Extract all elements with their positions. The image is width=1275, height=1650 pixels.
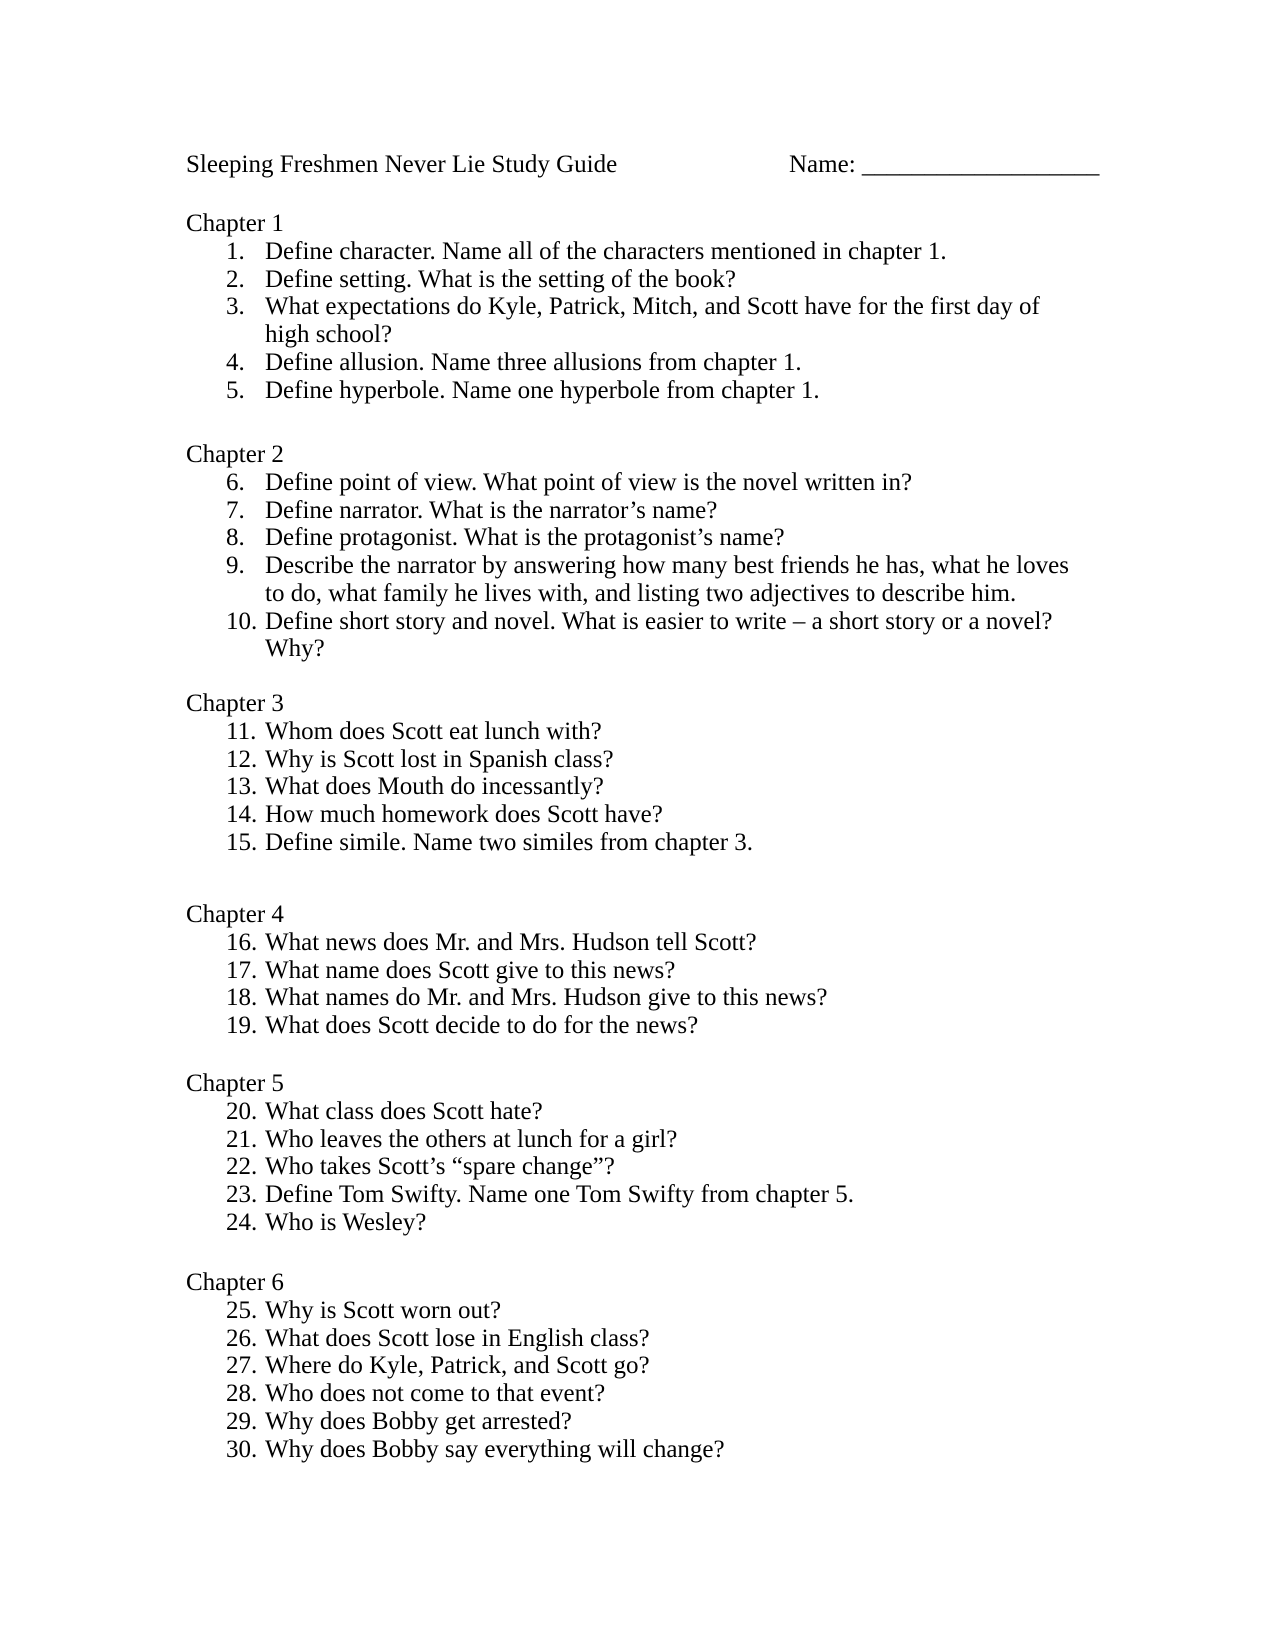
question-text: Define hyperbole. Name one hyperbole from chapter 1.: [265, 376, 820, 404]
question-number: 25.: [226, 1296, 258, 1324]
question-continuation-row: [186, 580, 1186, 608]
question-row: [186, 377, 1186, 405]
question-text: Describe the narrator by answering how many best friends he has, what he loves: [265, 552, 1069, 579]
question-text: What class does Scott hate?: [265, 1097, 543, 1125]
question-number: 19.: [226, 1012, 258, 1039]
question-number: 30.: [226, 1435, 258, 1463]
question-number: 14.: [226, 801, 258, 828]
question-text: Define Tom Swifty. Name one Tom Swifty from chapter 5.: [265, 1181, 854, 1208]
question-row: [186, 293, 1186, 321]
question-row: [186, 773, 1186, 801]
question-text: What does Scott lose in English class?: [265, 1324, 650, 1352]
question-number: 23.: [226, 1181, 258, 1208]
chapter-heading: Chapter 5: [186, 1070, 284, 1097]
question-number: 17.: [226, 956, 258, 984]
question-text: What names do Mr. and Mrs. Hudson give to this news?: [265, 984, 828, 1012]
question-number: 1.: [226, 237, 245, 265]
question-text: Why is Scott lost in Spanish class?: [265, 745, 614, 773]
question-row: [186, 349, 1186, 377]
question-number: 27.: [226, 1352, 258, 1380]
question-text: What news does Mr. and Mrs. Hudson tell Scott?: [265, 928, 757, 956]
question-continuation-row: [186, 321, 1186, 349]
question-text: Why does Bobby say everything will change?: [265, 1435, 725, 1463]
question-text: What does Mouth do incessantly?: [265, 773, 604, 801]
question-text: Who takes Scott’s “spare change”?: [265, 1153, 615, 1181]
question-row: [186, 552, 1186, 580]
question-row: [186, 746, 1186, 774]
question-row: [186, 1153, 1186, 1181]
question-text: Define narrator. What is the narrator’s name?: [265, 496, 718, 524]
question-text: What does Scott decide to do for the news?: [265, 1012, 699, 1039]
question-number: 7.: [226, 496, 245, 524]
question-text: What expectations do Kyle, Patrick, Mitch, and Scott have for the first day of: [265, 293, 1040, 321]
chapter-heading: Chapter 2: [186, 441, 284, 468]
question-text: Define protagonist. What is the protagonist’s name?: [265, 524, 785, 552]
question-number: 12.: [226, 745, 258, 773]
question-list: [186, 718, 1186, 857]
question-row: [186, 469, 1186, 497]
question-text: Define allusion. Name three allusions from chapter 1.: [265, 348, 802, 376]
name-field: [789, 151, 1099, 179]
question-text: to do, what family he lives with, and listing two adjectives to describe him.: [265, 579, 1017, 607]
question-row: [186, 1297, 1186, 1325]
question-number: 9.: [226, 552, 245, 579]
question-text: What name does Scott give to this news?: [265, 956, 676, 984]
chapter-heading: Chapter 4: [186, 901, 284, 928]
question-row: [186, 1352, 1186, 1380]
question-number: 10.: [226, 607, 258, 635]
question-list: [186, 1297, 1186, 1464]
question-row: [186, 266, 1186, 294]
question-row: [186, 497, 1186, 525]
question-text: Why does Bobby get arrested?: [265, 1407, 572, 1435]
question-row: [186, 1012, 1186, 1040]
question-text: Define short story and novel. What is easier to write – a short story or a novel?: [265, 607, 1053, 635]
question-row: [186, 1325, 1186, 1353]
name-label: Name:: [789, 151, 856, 178]
question-number: 22.: [226, 1153, 258, 1181]
question-number: 24.: [226, 1208, 258, 1236]
question-number: 16.: [226, 928, 258, 956]
question-row: [186, 801, 1186, 829]
question-row: [186, 608, 1186, 636]
question-text: How much homework does Scott have?: [265, 801, 663, 828]
question-number: 6.: [226, 468, 245, 496]
question-row: [186, 1098, 1186, 1126]
question-row: [186, 238, 1186, 266]
chapter-heading: Chapter 3: [186, 690, 284, 717]
question-text: Define setting. What is the setting of the book?: [265, 265, 736, 293]
name-blank-line: ___________________: [861, 151, 1100, 178]
chapter-section: [186, 1269, 1186, 1463]
question-text: Define point of view. What point of view is the novel written in?: [265, 468, 913, 496]
question-row: [186, 718, 1186, 746]
question-list: [186, 1098, 1186, 1237]
question-number: 4.: [226, 348, 245, 376]
question-text: Whom does Scott eat lunch with?: [265, 717, 602, 745]
chapter-section: [186, 441, 1186, 663]
question-number: 8.: [226, 524, 245, 552]
chapter-section: [186, 901, 1186, 1040]
question-row: [186, 1408, 1186, 1436]
question-number: 2.: [226, 265, 245, 293]
question-row: [186, 1181, 1186, 1209]
question-number: 11.: [226, 717, 257, 745]
question-text: Define simile. Name two similes from chapter 3.: [265, 828, 754, 856]
question-number: 28.: [226, 1380, 258, 1407]
question-text: Why?: [265, 635, 325, 663]
document-title: Sleeping Freshmen Never Lie Study Guide: [186, 151, 618, 178]
question-text: Who is Wesley?: [265, 1208, 427, 1236]
question-text: Define character. Name all of the characters mentioned in chapter 1.: [265, 237, 947, 265]
question-number: 21.: [226, 1125, 258, 1153]
question-number: 3.: [226, 293, 245, 321]
question-text: Why is Scott worn out?: [265, 1296, 502, 1324]
question-number: 26.: [226, 1324, 258, 1352]
chapter-section: [186, 1070, 1186, 1237]
question-row: [186, 1126, 1186, 1154]
question-text: Who does not come to that event?: [265, 1380, 606, 1407]
question-row: [186, 1380, 1186, 1408]
question-text: high school?: [265, 321, 393, 348]
question-text: Who leaves the others at lunch for a girl?: [265, 1125, 678, 1153]
question-number: 15.: [226, 828, 258, 856]
question-list: [186, 929, 1186, 1040]
question-row: [186, 929, 1186, 957]
question-text: Where do Kyle, Patrick, and Scott go?: [265, 1352, 650, 1380]
question-number: 20.: [226, 1097, 258, 1125]
chapter-heading: Chapter 6: [186, 1269, 284, 1296]
question-number: 13.: [226, 773, 258, 801]
question-continuation-row: [186, 635, 1186, 663]
question-row: [186, 524, 1186, 552]
chapter-section: [186, 690, 1186, 857]
question-number: 5.: [226, 376, 245, 404]
question-row: [186, 1436, 1186, 1464]
chapter-section: [186, 210, 1186, 404]
question-list: [186, 238, 1186, 405]
question-row: [186, 984, 1186, 1012]
question-list: [186, 469, 1186, 663]
question-number: 18.: [226, 984, 258, 1012]
question-row: [186, 829, 1186, 857]
question-row: [186, 957, 1186, 985]
question-row: [186, 1209, 1186, 1237]
chapter-heading: Chapter 1: [186, 210, 284, 237]
question-number: 29.: [226, 1407, 258, 1435]
